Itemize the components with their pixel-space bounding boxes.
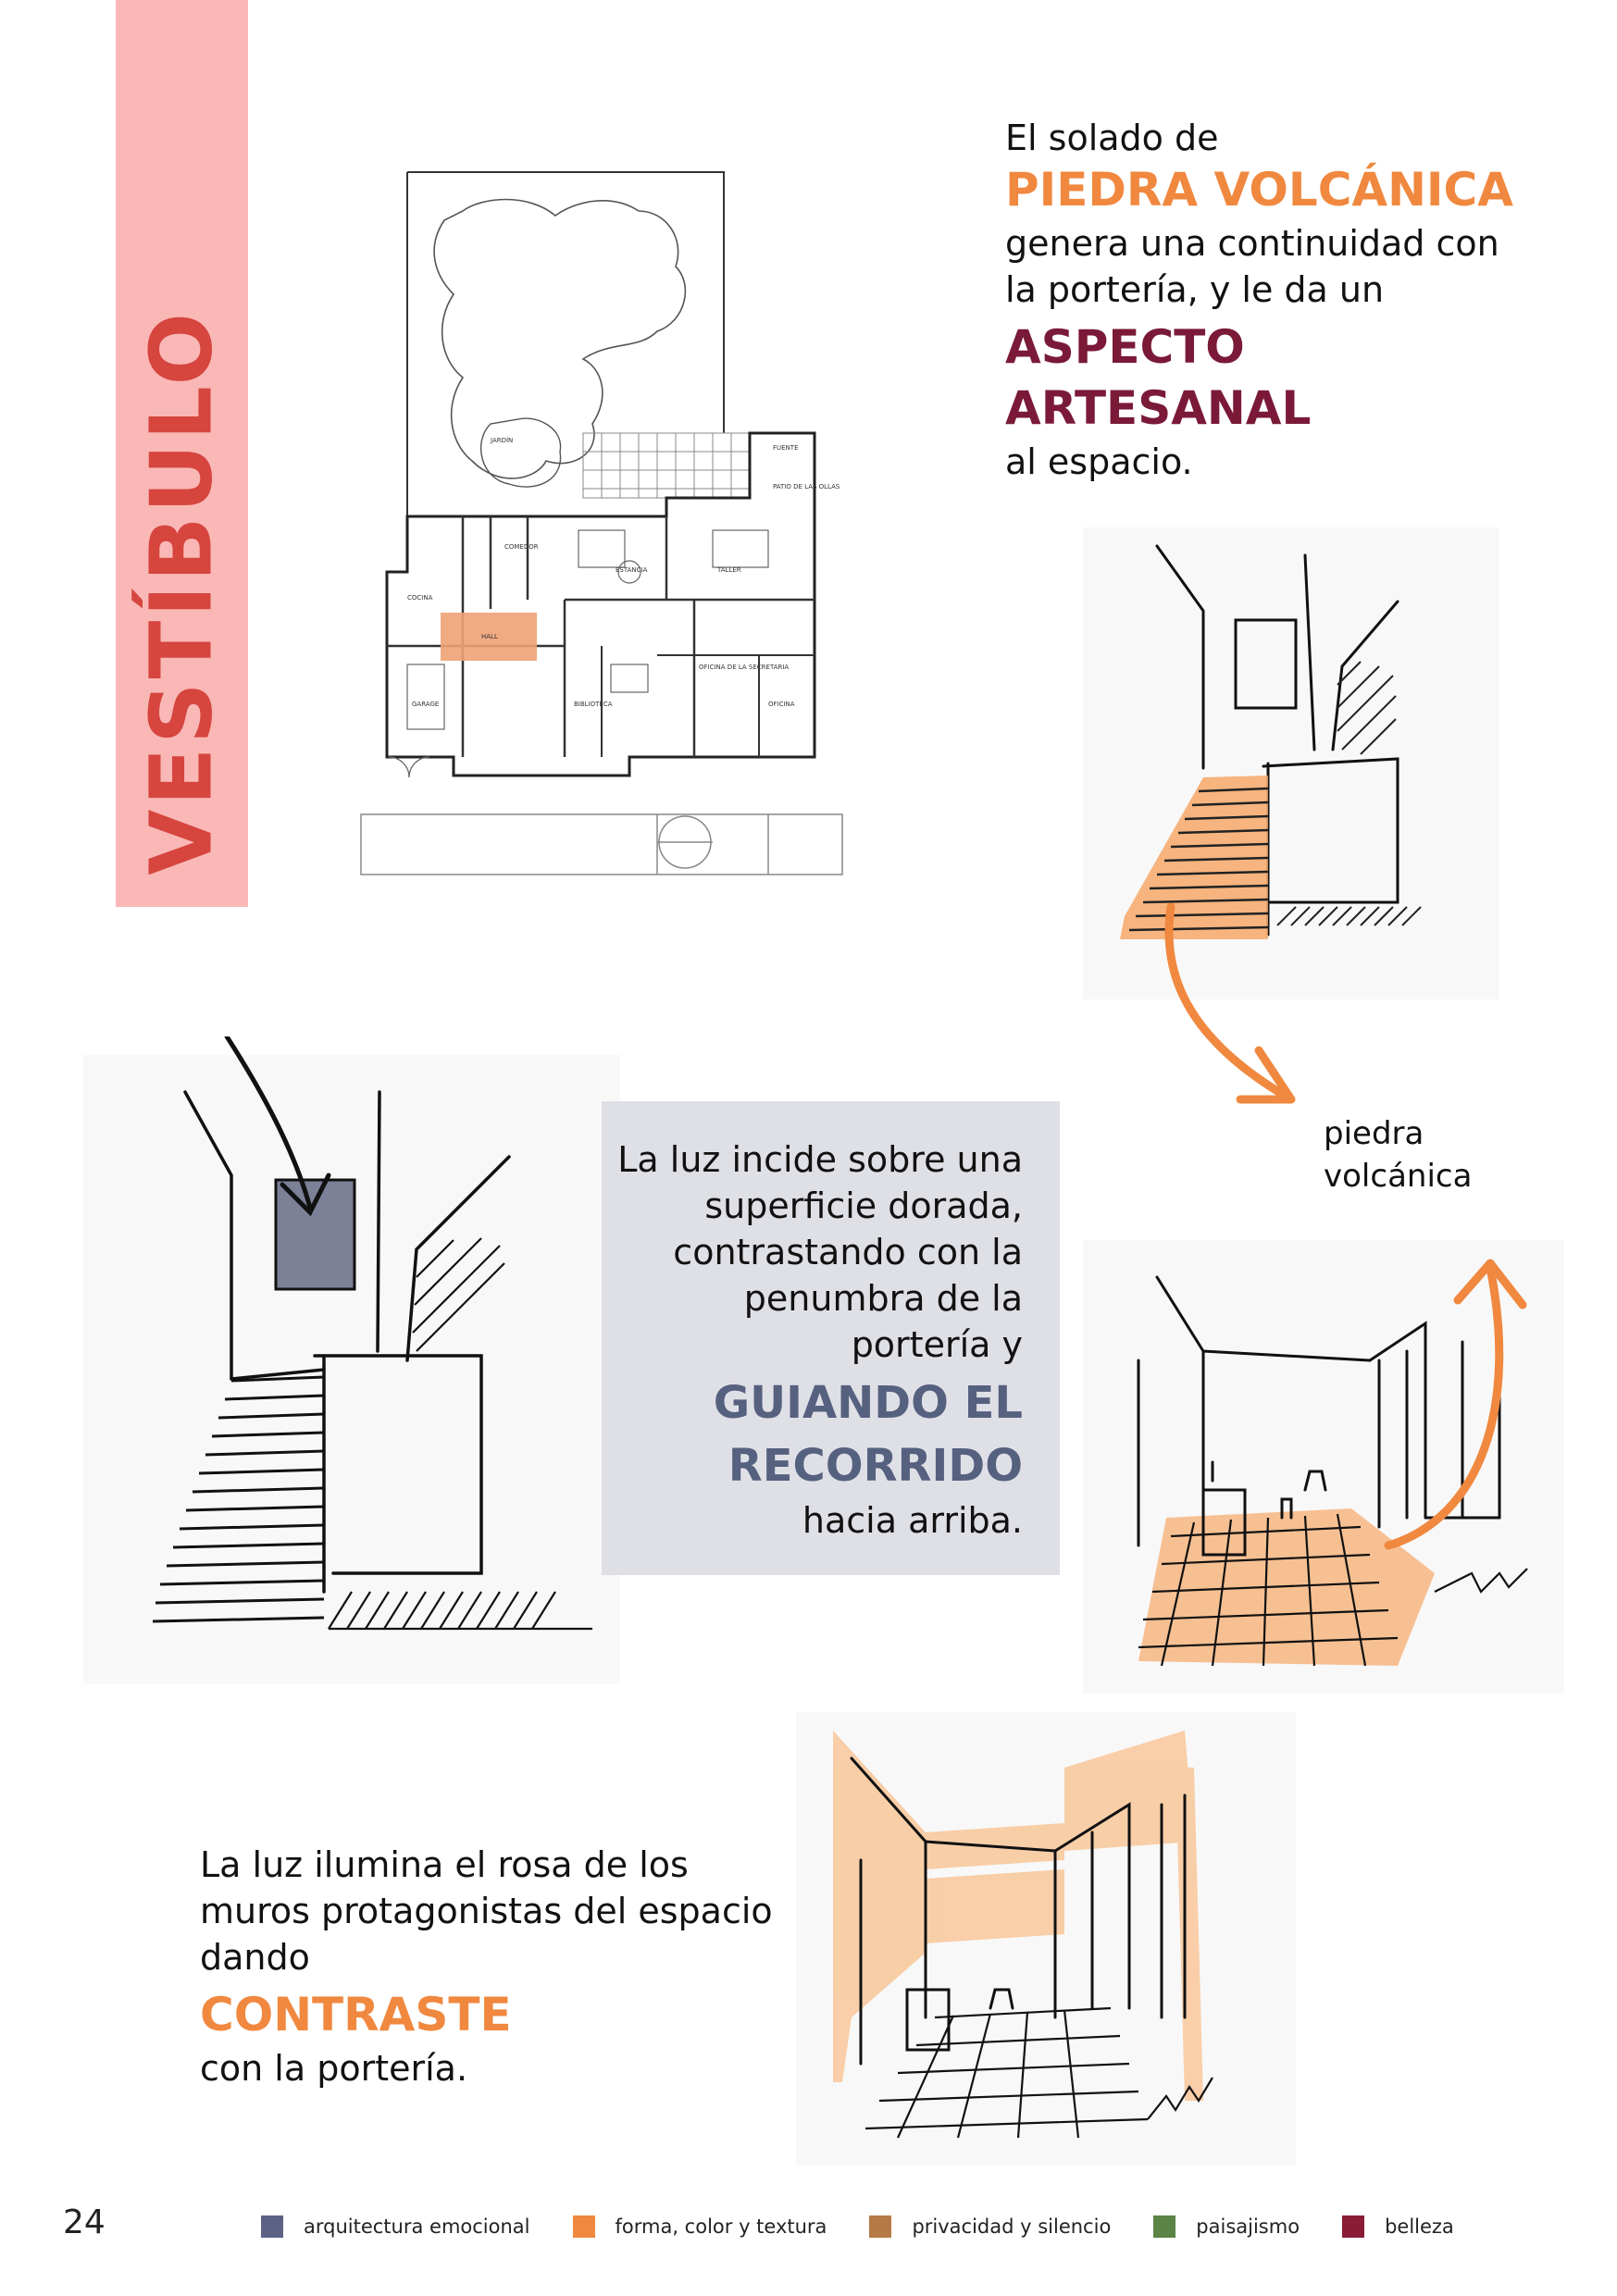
block2-line5: portería y [851,1324,1023,1365]
legend-item-paisajismo [1153,2215,1300,2238]
block2-line4: penumbra de la [743,1278,1023,1319]
sketch-vestibule-walls [796,1712,1296,2166]
annotation-piedra-volcanica [1324,1112,1472,1198]
section-title-bar [116,0,248,907]
block3-line2: muros protagonistas del espacio [200,1891,773,1931]
text-block-1 [1005,115,1561,485]
block1-line1: El solado de [1005,118,1219,158]
highlight-guiando: GUIANDO EL [713,1377,1023,1429]
legend-item-arquitectura-emocional [261,2215,530,2238]
legend-swatch [1153,2215,1175,2238]
block2-line1: La luz incide sobre una [617,1139,1023,1180]
text-block-3 [200,1842,792,2091]
block3-line4: con la portería. [200,2048,468,2089]
svg-text:PATIO DE LAS OLLAS: PATIO DE LAS OLLAS [773,483,840,490]
block2-line2: superficie dorada, [704,1185,1023,1226]
svg-text:OFICINA: OFICINA [768,701,795,708]
block3-line3: dando [200,1937,310,1978]
svg-text:OFICINA DE LA SECRETARIA: OFICINA DE LA SECRETARIA [699,664,790,671]
highlight-artesanal: ARTESANAL [1005,381,1312,435]
legend-label: privacidad y silencio [912,2215,1112,2238]
highlight-contraste: CONTRASTE [200,1988,512,2042]
annotation-line2: volcánica [1324,1158,1473,1195]
legend-item-belleza [1342,2215,1454,2238]
legend-swatch [261,2215,283,2238]
block1-line2: genera una continuidad con [1005,223,1499,264]
svg-text:COMEDOR: COMEDOR [504,543,539,551]
legend-label: paisajismo [1196,2215,1300,2238]
text-box-luz [602,1101,1060,1575]
sketch-staircase-light [83,1036,620,1684]
svg-text:JARDÍN: JARDÍN [491,437,514,444]
svg-text:GARAGE: GARAGE [412,701,440,708]
legend-label: forma, color y textura [615,2215,827,2238]
svg-text:TALLER: TALLER [717,566,741,574]
highlight-aspecto: ASPECTO [1005,320,1245,374]
block2-line3: contrastando con la [673,1232,1023,1272]
legend-swatch [573,2215,595,2238]
block1-line4: al espacio. [1005,441,1193,482]
legend-item-privacidad-silencio [869,2215,1111,2238]
svg-text:FUENTE: FUENTE [773,444,799,452]
legend-swatch [869,2215,891,2238]
block3-line1: La luz ilumina el rosa de los [200,1844,689,1885]
sketch-vestibule-floor [1083,1240,1564,1694]
legend [261,2215,1497,2238]
svg-text:COCINA: COCINA [407,594,433,602]
highlight-piedra-volcanica: PIEDRA VOLCÁNICA [1005,163,1513,217]
block1-line3: la portería, y le da un [1005,269,1385,310]
legend-item-forma-color-textura [573,2215,827,2238]
section-title: VESTÍBULO [131,309,231,875]
arrow-down-icon [1148,888,1314,1111]
legend-swatch [1342,2215,1364,2238]
block2-line6: hacia arriba. [802,1500,1023,1541]
annotation-line1: piedra [1324,1115,1424,1152]
page-number: 24 [63,2203,106,2241]
svg-text:HALL: HALL [481,633,498,640]
legend-label: belleza [1385,2215,1454,2238]
svg-text:BIBLIOTECA: BIBLIOTECA [574,701,613,708]
golden-surface-panel [276,1180,354,1289]
svg-text:ESTANCIA: ESTANCIA [616,566,648,574]
highlight-recorrido: RECORRIDO [728,1440,1023,1492]
floor-plan [352,165,852,887]
legend-label: arquitectura emocional [304,2215,530,2238]
